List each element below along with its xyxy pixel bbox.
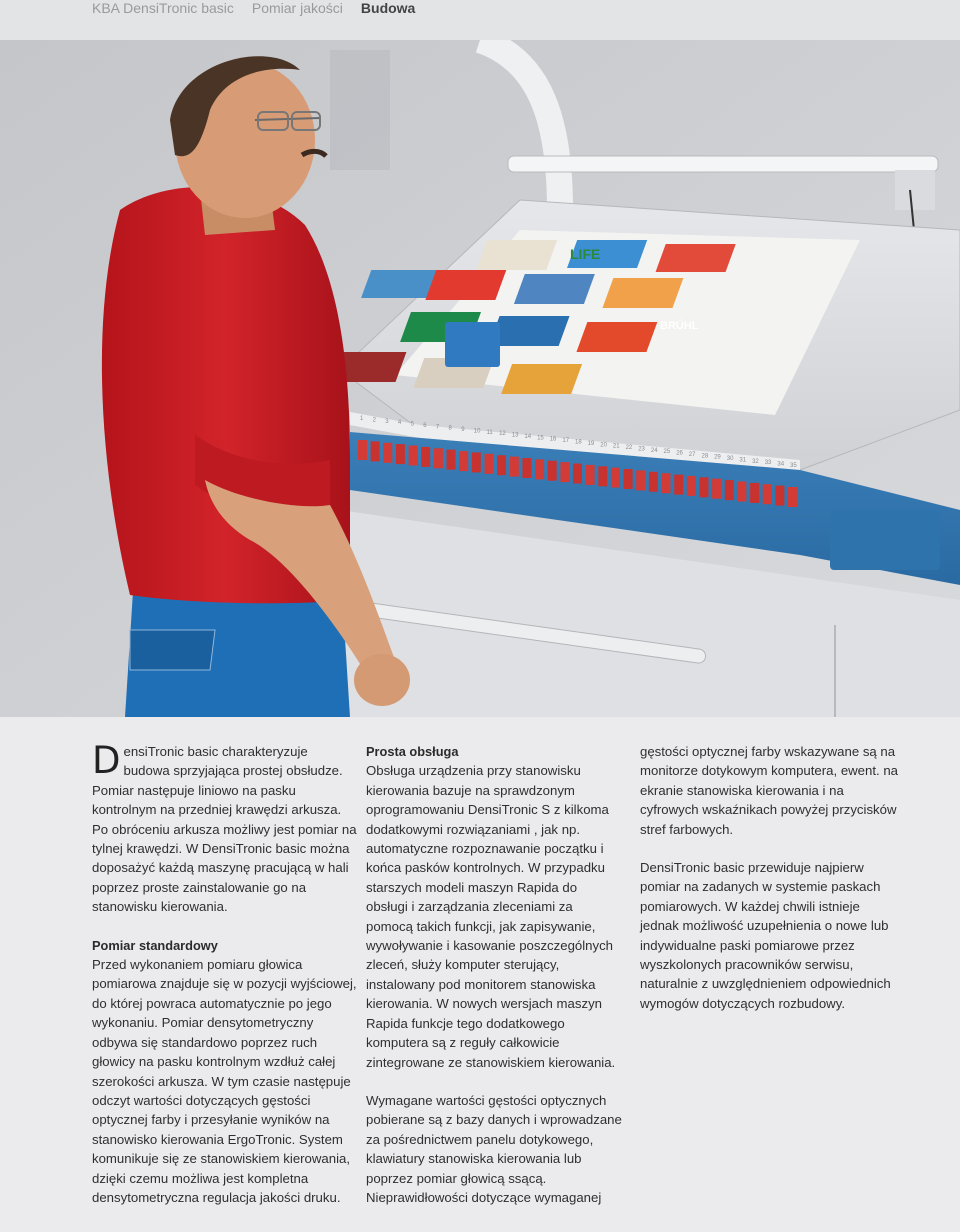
ink-zone-key [434,448,443,468]
scale-number: 12 [499,431,506,438]
scale-number: 16 [549,436,557,443]
article-column-2 [366,742,622,1226]
article-column-3 [640,742,900,1032]
breadcrumb-item-section[interactable]: Pomiar jakości [251,0,343,16]
ink-zone-key [548,461,557,481]
ink-zone-key [459,451,468,471]
article-column-1 [92,739,357,1226]
sheet-label-life: LIFE [570,246,601,262]
ink-zone-key [763,484,772,504]
ink-zone-key [624,469,633,489]
scale-number: 13 [511,432,519,439]
simple-operation-text-1: Obsługa urządzenia przy stanowisku kierowania bazuje na sprawdzonym oprogramowaniu DensiTronic S z kilkoma dodatkowymi rozwiązaniami , jak np. automatyczne rozpoznawanie początku i końca pasków kontrolnych. W przypadku starszych modeli maszyn Rapida do obsługi i zarządzania zleceniami za pomocą takich funkcji, jak zapisywanie, wywoływanie i kasowanie poszczególnych zleceń, służy komputer sterujący, instalowany pod monitorem stanowiska kierowania. W nowych wersjach maszyn Rapida funkcje tego dodatkowego komputera są z reguły całkowicie zintegrowane ze stanowiskiem kierowania. [366,763,616,1070]
scale-number: 20 [600,442,607,449]
ink-zone-key [700,477,709,497]
scale-number: 34 [777,461,785,468]
ink-zone-key [712,479,721,499]
simple-operation-text-2: Wymagane wartości gęstości optycznych pobierane są z bazy danych i wprowadzane za pośrednictwem panelu dotykowego, klawiatury stanowiska kierowania lub poprzez pomiar głowicą ssącą. Nieprawidłowości dotyczące wymaganej [366,1092,622,1205]
ink-zone-key [636,470,645,490]
ink-zone-key [447,450,456,470]
breadcrumb-item-current: Budowa [360,0,416,16]
hero-photo [0,40,960,717]
ink-zone-key [371,441,380,461]
scale-number: 24 [650,447,658,454]
scale-number: 6 [423,422,427,429]
scale-number: 32 [752,458,759,465]
ink-zone-key [737,482,746,502]
intro-paragraph [92,739,357,917]
scale-number: 26 [676,450,683,457]
standard-measurement-text: Przed wykonaniem pomiaru głowica pomiarowa znajduje się w pozycji wyjściowej, do której powraca automatycznie po jego wykonaniu. Pomiar densytometryczny odbywa się standardowo poprzez ruch głowicy na pasku kontrolnym wzdłuż całej szerokości arkusza. W tym czasie następuje odczyt wartości dotyczących gęstości optycznej farby i przesyłanie wyników na stanowisko kierowania ErgoTronic. System komunikuje się ze stanowiskiem kierowania, dzięki czemu możliwa jest kompletna densytometryczna regulacja jakości druku. [92,957,357,1205]
scale-number: 9 [461,427,465,434]
scale-number: 25 [663,449,671,456]
scale-number: 22 [625,445,633,451]
ink-zone-key [522,458,531,478]
scale-number: 33 [764,460,772,467]
sheet-label-bruhl: BRÜHL [660,320,699,332]
ink-zone-key [472,452,481,472]
ink-zone-key [586,465,595,485]
ink-zone-key [485,454,494,474]
scale-number: 10 [473,428,481,435]
scale-number: 3 [385,418,389,425]
scale-number: 29 [714,454,721,461]
scale-number: 17 [562,438,570,445]
scale-number: 31 [739,457,747,464]
scale-number: 27 [688,451,696,458]
scale-number: 14 [524,434,532,440]
ink-zone-key [535,459,544,479]
ink-zone-key [611,468,620,488]
ink-zone-key [662,473,671,493]
heading-simple-operation: Prosta obsługa [366,744,459,759]
scale-number: 2 [372,417,376,424]
scale-number: 7 [435,424,440,431]
column3-text-2: DensiTronic basic przewiduje najpierw pomiar na zadanych w systemie paskach pomiarowych. W każdej chwili istnieje jednak możliwość uzupełnienia o nowe lub indywidualne paski pomiarowe przez wyszkolonych pracowników serwisu, naturalnie z uwzględnieniem odpowiednich wymogów dotyczących rozbudowy. [640,860,891,1011]
scale-number: 35 [790,463,797,469]
ink-zone-key [383,443,392,463]
ink-zone-key [598,466,607,486]
ink-zone-key [358,440,367,460]
header-bar [0,0,960,40]
ink-zone-key [649,472,658,492]
scale-number: 18 [575,439,582,446]
scale-number: 23 [638,446,645,453]
scale-number: 19 [587,440,595,447]
scale-number: 4 [397,420,402,427]
ink-zone-key [687,476,696,496]
control-keypad [830,510,940,570]
ink-zone-key [725,480,734,500]
ink-zone-key [750,483,759,503]
scale-number: 15 [537,435,544,442]
heading-standard-measurement: Pomiar standardowy [92,937,218,953]
breadcrumb [92,0,415,17]
ink-zone-key [775,486,784,506]
ink-zone-key [788,487,797,507]
ink-zone-key [674,475,683,495]
scale-number: 28 [701,453,709,460]
scale-number: 5 [410,421,414,428]
ink-zone-key [396,444,405,464]
ink-zone-key [409,446,418,466]
ink-zone-key [497,455,506,475]
dropcap: D [92,739,121,782]
scale-number: 1 [360,416,364,422]
breadcrumb-item-product[interactable]: KBA DensiTronic basic [92,0,234,16]
ink-zone-key [421,447,430,467]
ink-zone-key [573,464,582,484]
intro-text: ensiTronic basic charakteryzuje budowa sprzyjająca prostej obsłudze. Pomiar następuje liniowo na pasku kontrolnym na przedniej krawędzi arkusza. Po obróceniu arkusza możliwy jest pomiar na tylnej krawędzi. W DensiTronic basic można doposażyć każdą maszynę pracującą w hali poprzez proste zainstalowanie go na stanowisku kierowania. [92,744,357,915]
ink-zone-key [510,457,519,477]
console-illustration [0,40,960,717]
scale-number: 21 [612,443,620,450]
column3-text-1: gęstości optycznej farby wskazywane są na monitorze dotykowym komputera, ewent. na ekranie stanowiska kierowania i na cyfrowych wskaźnikach powyżej przycisków stref farbowych. [640,744,899,837]
scale-number: 11 [486,429,493,436]
scale-number: 8 [448,425,452,432]
ink-zone-key [560,462,569,482]
scale-number: 30 [726,456,734,463]
